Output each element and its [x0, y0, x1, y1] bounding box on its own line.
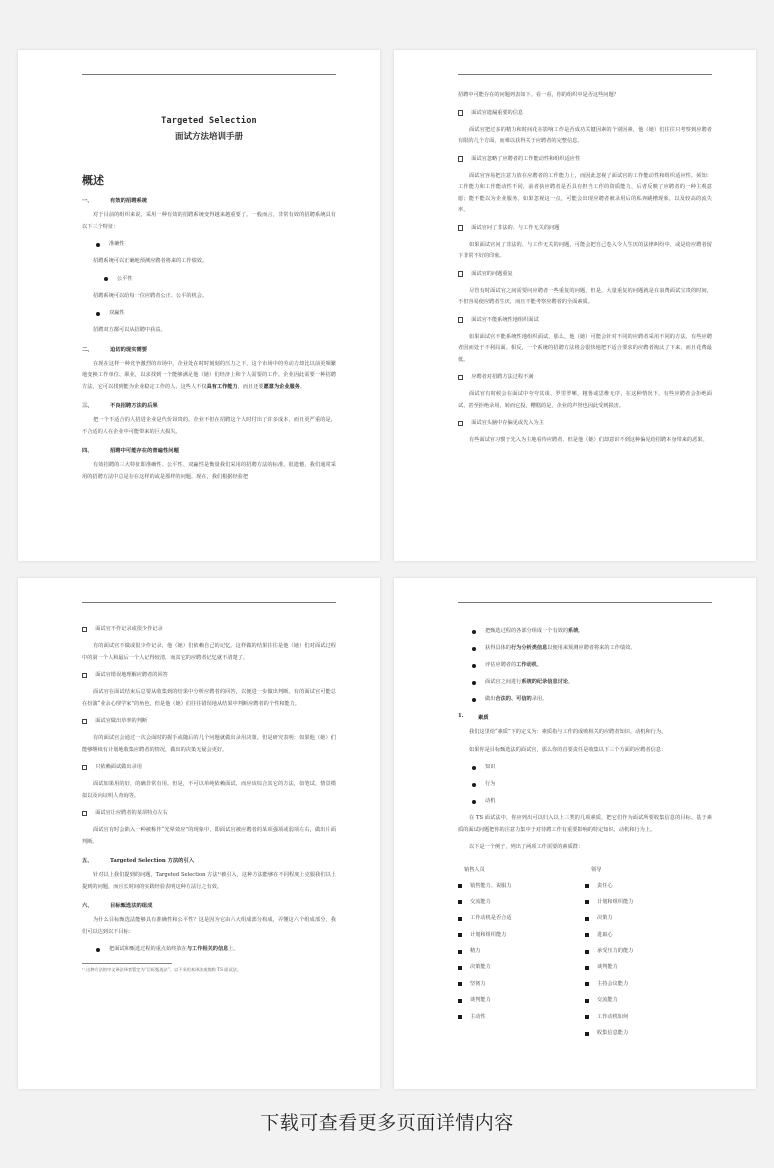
bold-run: 具有工作能力	[206, 383, 238, 390]
paragraph: 面试官有时候会在面试中夸夸其谈、罗里罗嗦，粗鲁或思维无序，在这种情况下，有些应聘者会拒绝面试，甚至拒绝录用，转而它投，糟糕的是，企业的声誉也因此受到损害。	[458, 391, 712, 409]
bold-run: 行为分析类信息	[510, 645, 548, 651]
competency-label: 坚韧力	[470, 980, 486, 987]
paragraph: 面试官有时会陷入一种被称作“光晕效应”的现象中，即面试官被应聘者的某项强项或弱项左右，做出片面判断。	[82, 827, 336, 845]
checkbox-item	[82, 670, 336, 681]
section-title: 迫切的现实需要	[110, 346, 148, 353]
bullet-label: 公平性	[117, 275, 133, 282]
bullet-item	[458, 796, 712, 807]
text-run: 上。	[228, 946, 239, 952]
item-label: 面试官错误地理解应聘者的回答	[95, 672, 168, 678]
square-bullet-icon	[585, 933, 589, 937]
competency-label: 收集信息能力	[597, 1030, 629, 1037]
bullet-label	[485, 677, 573, 688]
competency-label: 决策力	[597, 915, 613, 922]
square-bullet-icon	[585, 884, 589, 888]
bold-run: 与工作相关的信息	[186, 946, 229, 952]
competency-list	[458, 881, 585, 1023]
square-bullet-icon	[585, 917, 589, 921]
competency-label: 主持会议能力	[597, 980, 629, 987]
bullet-item	[82, 308, 336, 319]
bullet-label: 行为	[485, 781, 496, 787]
checkbox-item	[458, 223, 712, 234]
header-rule	[82, 74, 336, 75]
competency-label: 交流能力	[470, 898, 491, 905]
square-bullet-icon	[585, 1032, 589, 1036]
checkbox-item	[458, 372, 712, 383]
item-label: 面试官做出草率的判断	[95, 718, 148, 724]
paragraph: 如果面试官不能系统性地组织面试，那么，他（她）可能会针对不同的应聘者采用不同的方法，有些应聘者因而处于不利局面。相反，一个系统的招聘方法将会很快地把不适合要求的应聘者淘汰了下来，而且花费最低。	[458, 333, 712, 363]
bullet-item	[458, 660, 712, 671]
checkbox-item	[458, 269, 712, 280]
competency-label: 精力	[470, 948, 481, 955]
bullet-label	[109, 944, 239, 955]
competency-item	[458, 913, 585, 924]
paragraph: 招聘中可能存在的问题列表如下。看一看，你的组织中是否这些问题？	[458, 92, 619, 98]
square-bullet-icon	[458, 966, 462, 970]
checkbox-item	[458, 108, 712, 119]
column-sales	[458, 866, 585, 1045]
square-bullet-icon	[458, 950, 462, 954]
competency-item	[458, 979, 585, 990]
checkbox-item	[82, 808, 336, 819]
bullet-label	[485, 694, 547, 705]
footnote-rule	[82, 963, 172, 964]
paragraph: 面试官在面试结束后总要从收集到的结果中分析应聘者的回答，以便进一步做出判断。有的面试官可能总在扮演“业余心理学家”的角色，但是他（她）们往往错误地从结果中判断应聘者的个性和能力。	[82, 689, 336, 707]
competency-label: 谈判能力	[470, 997, 491, 1004]
competency-label: 计划和组织能力	[470, 931, 507, 938]
section-number: 三、	[82, 403, 93, 409]
text-run: 把甄选过程的各部分组成一个有效的	[485, 628, 569, 634]
section-title: 目标甄选法的组成	[110, 903, 153, 909]
download-more-caption: 下载可查看更多页面详情内容	[260, 1112, 514, 1134]
header-rule	[458, 602, 712, 603]
text-run: 。	[568, 679, 574, 685]
competency-label: 交流能力	[597, 997, 618, 1004]
section-heading	[82, 401, 336, 409]
paragraph: 如果面试官问了非法的、与工作无关的问题，可能会把自己卷入令人生厌的法律纠纷中，或是给应聘者留下非常不好的印象。	[458, 241, 712, 259]
bullet-label: 知识	[485, 764, 496, 770]
checkbox-icon	[458, 110, 463, 115]
document-page-2	[394, 50, 756, 561]
section-heading	[82, 446, 336, 454]
item-label: 只依赖面试做出录用	[95, 764, 142, 770]
column-leader	[585, 866, 712, 1045]
section-title: 有效的招聘系统	[110, 198, 148, 204]
competency-item	[585, 946, 712, 957]
section-number: 一、	[82, 198, 93, 204]
checkbox-icon	[458, 421, 463, 426]
bold-run: 工作动机	[516, 662, 537, 668]
bullet-dot-icon	[96, 312, 100, 316]
square-bullet-icon	[585, 966, 589, 970]
competency-label: 工作动机如何	[597, 1013, 629, 1020]
header-rule	[82, 602, 336, 603]
bullet-dot-icon	[96, 948, 100, 952]
bullet-dot-icon	[472, 766, 476, 770]
paragraph: 有的面试官会通过一次会面时的握手或随后的几个问题就做出录用决策。但是研究表明：如果他（她）们能够继续有计划地收集应聘者的情况，做出的决策无疑会更好。	[82, 735, 336, 753]
competency-item	[585, 881, 712, 892]
competency-label: 谈判能力	[597, 964, 618, 971]
square-bullet-icon	[585, 950, 589, 954]
column-heading: 领导	[591, 866, 602, 873]
square-bullet-icon	[458, 900, 462, 904]
bullet-label: 准确性	[109, 241, 125, 247]
section-number: 四、	[82, 448, 93, 454]
competency-item	[585, 979, 712, 990]
section-title: 素质	[478, 715, 489, 721]
section-heading	[82, 856, 336, 864]
bullet-item	[82, 274, 336, 285]
square-bullet-icon	[458, 917, 462, 921]
paragraph: 面试官容易把注意力放在应聘者的工作能力上，而因此忽视了面试官的工作能动性和组织适应性。须知：工作能力和工作能动性不同，前者执应聘者是否具有担当工作的资质能力，后者反映了应聘者的一种主观意愿；能不能以为企业服务。如果忽视这一点，可能会出现应聘者被录用后的私奔跳槽现象，以及较高的流失率。	[458, 172, 712, 213]
competency-list	[585, 881, 712, 1040]
item-label: 面试官忽略了应聘者的工作能动性和组织适应性	[471, 155, 581, 162]
bullet-item	[458, 762, 712, 773]
section-title: 招聘中可能存在的普遍性问题	[110, 448, 179, 454]
text-run: 面试官之间进行	[485, 679, 522, 685]
checkbox-item	[82, 762, 336, 773]
checkbox-item	[82, 716, 336, 727]
checkbox-icon	[82, 811, 87, 816]
checkbox-icon	[82, 765, 87, 770]
square-bullet-icon	[585, 982, 589, 986]
checkbox-icon	[458, 156, 463, 161]
square-bullet-icon	[585, 900, 589, 904]
document-page-3	[18, 578, 380, 1089]
square-bullet-icon	[585, 999, 589, 1003]
section-heading	[458, 713, 712, 721]
paragraph: 有的面试官不做或很少作记录，他（她）们依赖自己的记忆。这样做的结果往往是他（她）们对面试过程中的第一个人和最后一个人记得较清，而其它的应聘者记忆就不清楚了。	[82, 643, 336, 661]
competency-label: 主动性	[470, 1013, 486, 1020]
text-run: 做出	[485, 696, 496, 702]
bullet-dot-icon	[472, 681, 476, 685]
square-bullet-icon	[458, 999, 462, 1003]
item-label: 面试官不能系统性地组织面试	[471, 316, 539, 323]
text-run: 。	[578, 628, 584, 634]
section-heading	[82, 196, 336, 204]
bold-run: 系统的纪录信息讨论	[521, 679, 569, 685]
checkbox-icon	[82, 673, 87, 678]
text-run: 评估应聘者的	[485, 662, 517, 668]
competency-item	[585, 962, 712, 973]
overview-heading: 概述	[82, 174, 104, 187]
paragraph: 招聘双方都可以从招聘中获益。	[93, 327, 166, 333]
bullet-item	[82, 944, 336, 955]
bullet-item	[458, 677, 712, 688]
competency-item	[585, 1012, 712, 1023]
checkbox-icon	[82, 627, 87, 632]
bullet-item	[458, 694, 712, 705]
bullet-dot-icon	[472, 630, 476, 634]
square-bullet-icon	[458, 933, 462, 937]
paragraph: 以下是一个例子，列出了两项工作需要的素质群：	[469, 844, 584, 850]
bullet-item	[458, 779, 712, 790]
bullet-dot-icon	[472, 698, 476, 702]
competency-item	[585, 897, 712, 908]
paragraph: 尽管有时面试官之间需要问应聘者一些重复的问题，但是，大量重复的问题就是在浪费面试宝贵的时间，不但容易使应聘者生厌，而且不能考察应聘者的全面素质。	[458, 287, 712, 305]
bullet-dot-icon	[104, 277, 108, 281]
bullet-item	[458, 643, 712, 654]
competency-item	[458, 995, 585, 1006]
text-run: 以便用来预测应聘者将来的工作绩效。	[547, 645, 636, 651]
text-run: 在现在这样一种竞争激烈的市场中，企业处在时时刻刻的压力之下，这个市场中的劳动力却比以前更频繁地变换工作单位、职业，以求找到一个能够满足他（她）们经济上和个人需要的工作。企业因此需要一种招聘方法，它可以找到能为企业稳定工作的人，这些人不仅	[82, 360, 336, 390]
section-heading	[82, 901, 336, 909]
competency-item	[458, 1012, 585, 1023]
section-number: 五、	[82, 858, 93, 864]
paragraph: 招聘系统可以给每一位应聘者公正、公平的机会。	[93, 292, 208, 299]
paragraph: 我们这里给“素质”下的定义为：素质指与工作的成败相关的应聘者知识、动机和行为。	[469, 729, 667, 735]
paragraph: 针对以上我们提到的问题，Targeted Selection 方法¹⁾被引入，这种方法能够在不同程度上克服我们以上提到的问题，而且长时间的实践经验表明这种方法行之有效。	[82, 872, 336, 890]
section-number: 1.	[458, 713, 464, 719]
paragraph	[82, 359, 336, 394]
checkbox-item	[82, 624, 336, 635]
bullet-item	[458, 626, 712, 637]
item-label: 应聘者对招聘方法过程不满	[471, 374, 534, 380]
doc-title-en: Targeted Selection	[161, 116, 257, 126]
square-bullet-icon	[458, 1015, 462, 1019]
section-number: 二、	[82, 346, 93, 353]
section-title: 不良招聘方法的后果	[110, 403, 158, 409]
document-page-1	[18, 50, 380, 561]
checkbox-icon	[458, 225, 463, 230]
competency-label: 决策能力	[470, 964, 491, 971]
item-label: 面试官遗漏重要的信息	[471, 109, 524, 116]
text-run: 把面试和甄选过程的重点始终放在	[109, 946, 187, 952]
bold-run: 合法的、可信的	[495, 696, 532, 702]
paragraph: 对于目前的组织来说，采用一种有效的招聘系统变得越来越重要了。一般而言，非常有效的招聘系统具有以下三个特征：	[82, 212, 336, 230]
text-run: ，而且还要	[237, 383, 264, 390]
competency-columns	[458, 866, 712, 1045]
paragraph: 有效招聘的三大特征即准确性、公平性、双赢性是衡量我们采用的招聘方法的标准。很遗憾，我们通常采用的招聘方法中总是存在这样的或是那样的问题。现在，我们根据经验把	[82, 462, 336, 480]
checkbox-icon	[458, 375, 463, 380]
paragraph: 在 TS 面试法中，你应列出可以归入以上三类的几项素质，把它们作为面试所要收集信息的目标。基于素质的面试问题把你的注意力集中于对待聘工作有重要影响的特定知识、动机和行为上。	[458, 815, 712, 833]
header-rule	[458, 74, 712, 75]
bullet-label: 双赢性	[109, 310, 125, 316]
bullet-dot-icon	[472, 664, 476, 668]
competency-item	[458, 930, 585, 941]
paragraph: 招聘系统可以正确地预测应聘者将来的工作绩效。	[93, 258, 208, 264]
competency-item	[458, 897, 585, 908]
bullet-label	[485, 626, 584, 637]
checkbox-icon	[458, 317, 463, 322]
paragraph: 面试官把过多的精力和时间花在影响工作是否成功关键因素的个别因素，他（她）们往往只考察到应聘者有限的几个方面，而难以获得关于应聘者的完整信息。	[458, 126, 712, 144]
competency-item	[585, 913, 712, 924]
bullet-label	[485, 643, 635, 654]
competency-label: 责任心	[597, 882, 613, 889]
text-run: 。	[536, 662, 543, 668]
bold-run: 愿意为企业服务	[263, 383, 300, 390]
text-run: 。	[299, 383, 306, 390]
competency-item	[585, 995, 712, 1006]
item-label: 面试官问了非法的、与工作无关的问题	[471, 224, 560, 231]
text-run: 录用。	[531, 696, 548, 702]
competency-item	[585, 1028, 712, 1039]
section-heading	[82, 345, 336, 353]
bold-run: 系统	[568, 628, 579, 634]
item-label: 面试官让应聘者的某项特点左右	[95, 810, 168, 816]
checkbox-item	[458, 154, 712, 165]
paragraph: 把一个不适合的人招进企业是代价昂贵的。企业不但在招聘这个人时付出了许多成本，而且更严重的是，不合适的人在企业中可能带来的巨大损失。	[82, 417, 336, 435]
competency-label: 进取心	[597, 931, 613, 938]
paragraph: 如果你是目标甄选法的面试官，那么你的首要责任是收集以下三个方面的应聘者信息：	[469, 746, 667, 753]
checkbox-item	[458, 315, 712, 326]
bullet-label	[485, 660, 542, 671]
square-bullet-icon	[458, 884, 462, 888]
competency-label: 销售能力、说服力	[470, 882, 512, 889]
square-bullet-icon	[585, 1015, 589, 1019]
competency-label: 计划和组织能力	[597, 898, 634, 905]
square-bullet-icon	[458, 982, 462, 986]
paragraph: 有些面试官习惯于先入为主地看待应聘者，但是他（她）们却意识不到这种偏见给招聘本身带来的恶果。	[469, 437, 708, 443]
competency-item	[458, 962, 585, 973]
checkbox-icon	[458, 271, 463, 276]
section-number: 六、	[82, 903, 93, 909]
competency-item	[458, 881, 585, 892]
item-label: 面试官头脑中存偏见或先入为主	[471, 420, 544, 426]
checkbox-item	[458, 418, 712, 429]
column-heading: 销售人员	[464, 866, 485, 873]
paragraph: 面试如果用的好，的确非常有用。但是，不可以单纯依赖面试，而应该综合其它的方法，如笔试，情景模拟以及向证明人查询等。	[82, 781, 336, 799]
document-page-4	[394, 578, 756, 1089]
competency-label: 工作动机是否合适	[470, 915, 512, 922]
section-title: Targeted Selection 方法的引入	[110, 858, 195, 864]
competency-item	[585, 930, 712, 941]
bullet-dot-icon	[472, 800, 476, 804]
paragraph: 为什么目标甄选法能够具有准确性和公平性？这是因为它由六大组成部分构成，弄懂这六个组成部分，我们可以达到以下目标：	[82, 917, 336, 935]
bullet-dot-icon	[472, 647, 476, 651]
competency-item	[458, 946, 585, 957]
bullet-dot-icon	[96, 243, 100, 247]
item-label: 面试官的问题重复	[471, 270, 513, 277]
item-label: 面试官不作记录或很少作记录	[95, 626, 163, 632]
bullet-label: 动机	[485, 798, 496, 804]
checkbox-icon	[82, 719, 87, 724]
doc-title-cn: 面试方法培训手册	[174, 132, 243, 142]
text-run: 获得具体的	[485, 645, 511, 651]
competency-label: 承受压力的能力	[597, 948, 634, 955]
footnote: ¹⁾ 这种方法的中文译法译者暂定为“目标甄选法”。以下采用本译法或简称 TS 面试法。	[82, 967, 242, 972]
bullet-item	[82, 239, 336, 250]
bullet-dot-icon	[472, 783, 476, 787]
